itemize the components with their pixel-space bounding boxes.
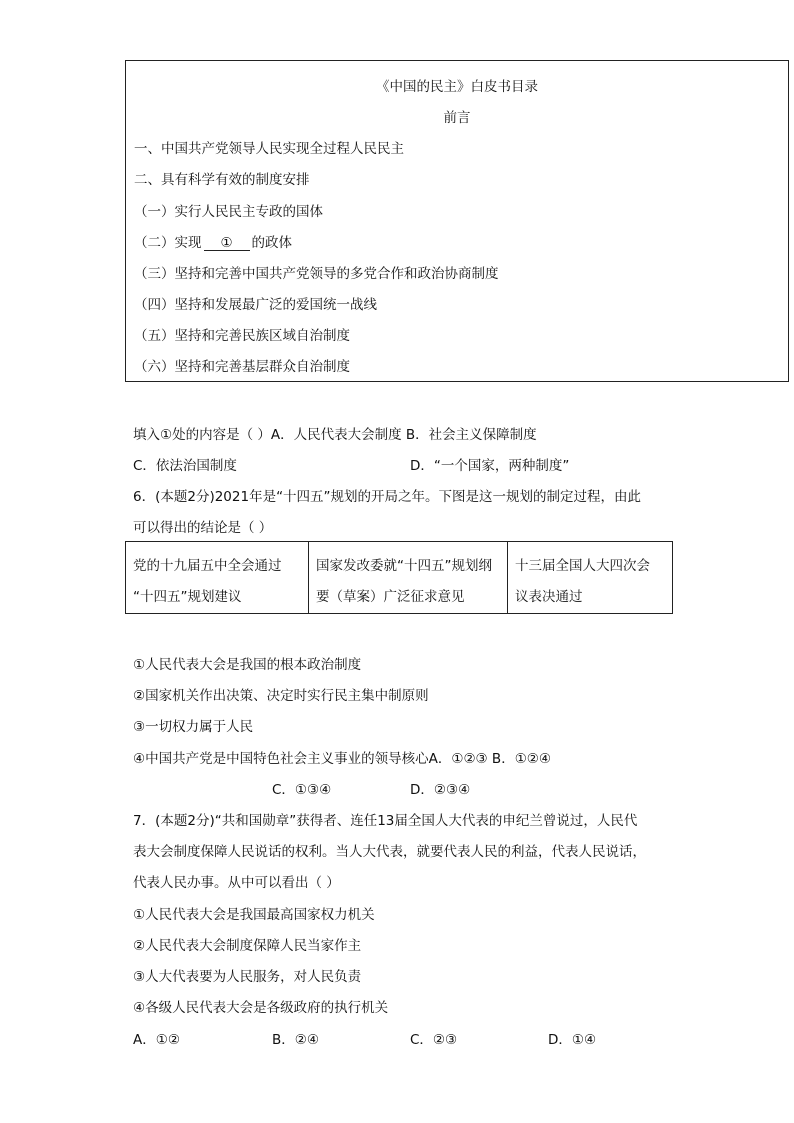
catalog-item-2 — [134, 231, 292, 251]
process-step-3-line-1: 十三届全国人大四次会 — [515, 558, 650, 574]
q7-stem-line-1: 7．(本题2分)“共和国勋章”获得者、连任13届全国人大代表的申纪兰曾说过，人民代 — [133, 813, 638, 829]
q6-stem-line-2: 可以得出的结论是（ ） — [133, 520, 273, 536]
q7-stem-line-2: 表大会制度保障人民说话的权利。当人大代表，就要代表人民的利益，代表人民说话， — [133, 844, 646, 860]
catalog-item-4: （四）坚持和发展最广泛的爱国统一战线 — [134, 297, 377, 313]
q7-statement-2: ②人民代表大会制度保障人民当家作主 — [133, 938, 362, 954]
catalog-item-5: （五）坚持和完善民族区域自治制度 — [134, 328, 350, 344]
q6-stem-line-1: 6．(本题2分)2021年是“十四五”规划的开局之年。下图是这一规划的制定过程，由此 — [133, 489, 642, 505]
process-step-3 — [508, 542, 673, 614]
process-step-2-line-1: 国家发改委就“十四五”规划纲 — [316, 558, 492, 574]
process-step-2 — [309, 542, 508, 614]
q5-option-d: D．“一个国家，两种制度” — [410, 458, 570, 474]
q5-option-c: C．依法治国制度 — [133, 458, 237, 474]
q6-option-d: D．②③④ — [410, 782, 471, 798]
q7-statement-3: ③人大代表要为人民服务，对人民负责 — [133, 969, 362, 985]
process-step-1 — [126, 542, 309, 614]
catalog-item-3: （三）坚持和完善中国共产党领导的多党合作和政治协商制度 — [134, 266, 499, 282]
q5-stem: 填入①处的内容是（ ）A．人民代表大会制度 B．社会主义保障制度 — [133, 427, 537, 443]
q7-option-d: D．①④ — [548, 1032, 597, 1048]
q6-statement-3: ③一切权力属于人民 — [133, 719, 254, 735]
catalog-preface: 前言 — [443, 110, 471, 126]
q7-statement-4: ④各级人民代表大会是各级政府的执行机关 — [133, 1000, 389, 1016]
catalog-item-1: （一）实行人民民主专政的国体 — [134, 204, 323, 220]
catalog-item-2-prefix: （二）实现 — [134, 235, 202, 251]
table-row — [126, 542, 673, 614]
catalog-section-1: 一、中国共产党领导人民实现全过程人民民主 — [134, 141, 404, 157]
q6-statement-2: ②国家机关作出决策、决定时实行民主集中制原则 — [133, 688, 429, 704]
q7-option-c: C．②③ — [410, 1032, 458, 1048]
catalog-item-2-suffix: 的政体 — [251, 235, 292, 251]
q6-statement-1: ①人民代表大会是我国的根本政治制度 — [133, 657, 362, 673]
process-step-3-line-2: 议表决通过 — [515, 589, 583, 605]
process-step-1-line-1: 党的十九届五中全会通过 — [133, 558, 282, 574]
q6-process-table — [125, 541, 673, 614]
catalog-section-2: 二、具有科学有效的制度安排 — [134, 172, 310, 188]
q7-stem-line-3: 代表人民办事。从中可以看出（ ） — [133, 875, 340, 891]
process-step-1-line-2: “十四五”规划建议 — [133, 589, 242, 605]
q7-option-b: B．②④ — [272, 1032, 319, 1048]
q6-statement-4: ④中国共产党是中国特色社会主义事业的领导核心A．①②③ B．①②④ — [133, 751, 552, 767]
q7-option-a: A．①② — [133, 1032, 180, 1048]
catalog-item-6: （六）坚持和完善基层群众自治制度 — [134, 359, 350, 375]
q7-statement-1: ①人民代表大会是我国最高国家权力机关 — [133, 907, 375, 923]
process-step-2-line-2: 要（草案）广泛征求意见 — [316, 589, 465, 605]
q6-option-c: C．①③④ — [272, 782, 332, 798]
catalog-title: 《中国的民主》白皮书目录 — [376, 79, 538, 95]
fill-blank-1: ① — [204, 236, 250, 251]
white-paper-catalog-box — [125, 60, 789, 382]
